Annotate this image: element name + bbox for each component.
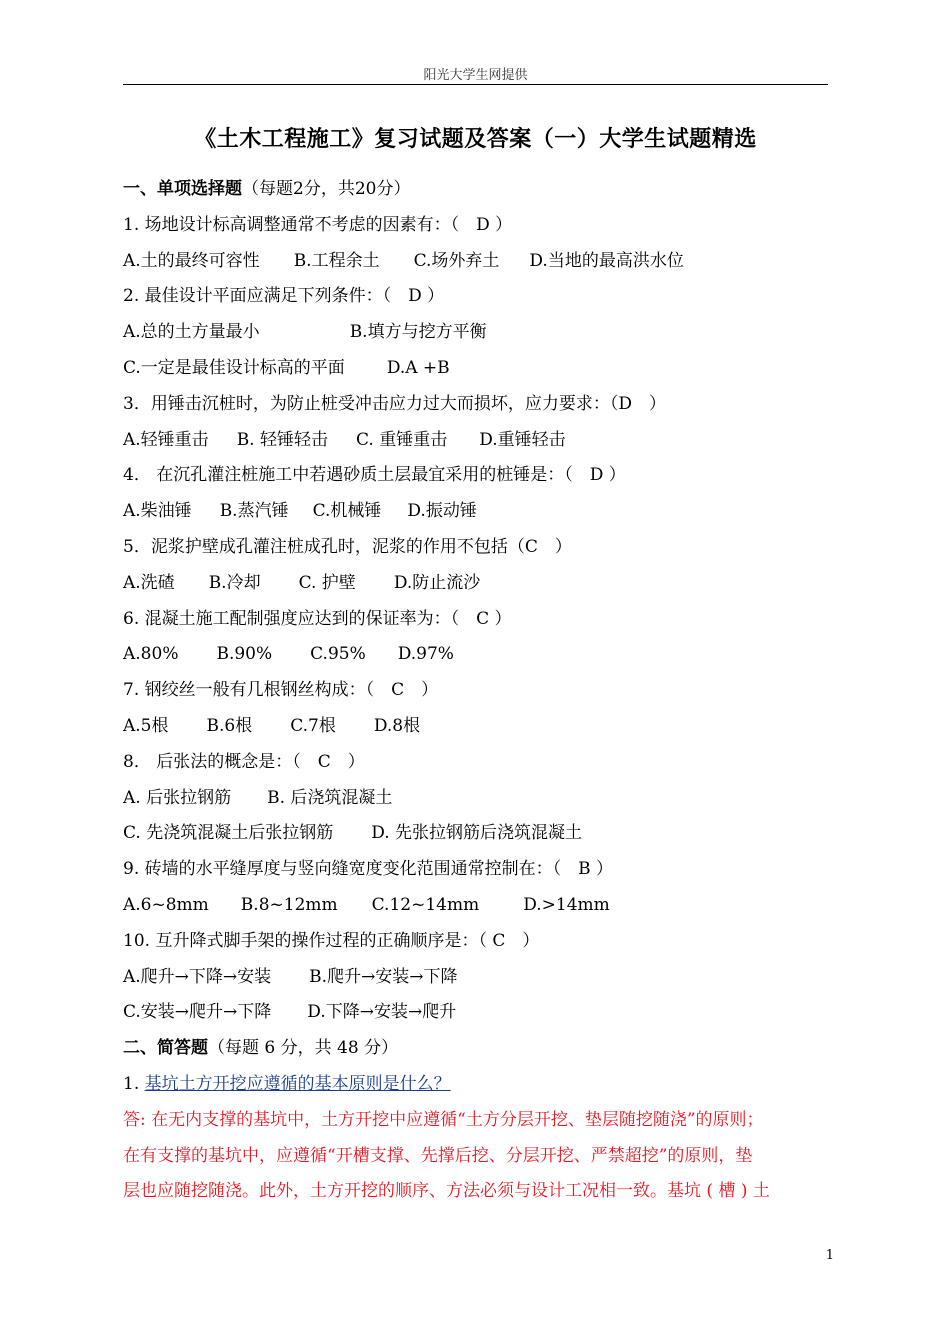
- question-link[interactable]: 基坑土方开挖应遵循的基本原则是什么？: [144, 1073, 451, 1094]
- option-row: [123, 315, 839, 351]
- option-item: D.下降→安装→爬升: [307, 1002, 457, 1023]
- answer-line: 答: 在无内支撑的基坑中，土方开挖中应遵循“土方分层开挖、垫层随挖随浇”的原则；: [123, 1109, 764, 1130]
- short-answer-question: [123, 1067, 839, 1103]
- option-item: B.6根: [206, 715, 253, 736]
- option-item: B.爬升→安装→下降: [309, 966, 458, 987]
- option-item: C.95%: [310, 644, 366, 665]
- question-list: [123, 208, 839, 1031]
- option-item: D.重锤轻击: [479, 429, 566, 450]
- option-item: A.80%: [123, 644, 179, 665]
- option-item: D.当地的最高洪水位: [529, 250, 684, 271]
- option-item: A.柴油锤: [123, 501, 192, 522]
- option-row: [123, 709, 839, 745]
- option-item: B.工程余土: [293, 250, 380, 271]
- option-item: D.97%: [397, 644, 454, 665]
- option-row: [123, 244, 839, 280]
- option-item: A.总的土方量最小: [123, 322, 260, 343]
- page-header: 阳光大学生网提供: [423, 68, 528, 83]
- section-note: （每题 6 分，共 48 分）: [208, 1038, 399, 1059]
- option-item: A.轻锤重击: [123, 429, 209, 450]
- option-item: C.7根: [290, 715, 336, 736]
- section-heading-choice: [123, 172, 839, 208]
- option-item: A.土的最终可容性: [123, 250, 260, 271]
- option-item: B.90%: [216, 644, 273, 665]
- option-item: A.6~8mm: [123, 894, 209, 915]
- question-text: 8． 后张法的概念是：（ C ）: [123, 751, 365, 772]
- option-item: D.防止流沙: [393, 572, 481, 593]
- page-number: 1: [825, 1248, 834, 1263]
- option-item: A.爬升→下降→安装: [123, 966, 272, 987]
- option-row: [123, 995, 839, 1031]
- option-item: B. 轻锤轻击: [236, 429, 328, 450]
- option-item: B.蒸汽锤: [219, 501, 289, 522]
- option-row: [123, 781, 839, 817]
- question-text: 5．泥浆护壁成孔灌注桩成孔时，泥浆的作用不包括（C ）: [123, 536, 572, 557]
- section-title: 二、简答题: [123, 1038, 208, 1059]
- question-text: 2. 最佳设计平面应满足下列条件：（ D ）: [123, 286, 445, 307]
- section-note: （每题2分，共20分）: [242, 179, 411, 199]
- option-item: C.安装→爬升→下降: [123, 1002, 272, 1023]
- option-row: [123, 888, 839, 924]
- document-body: [123, 172, 839, 1210]
- option-row: [123, 494, 839, 530]
- option-row: [123, 351, 839, 387]
- answer-line: 层也应随挖随浇。此外，土方开挖的顺序、方法必须与设计工况相一致。基坑 ( 槽 ) 土: [123, 1181, 770, 1202]
- option-item: B.冷却: [208, 572, 261, 593]
- option-item: C.一定是最佳设计标高的平面: [123, 357, 345, 378]
- option-item: D.>14mm: [523, 894, 610, 915]
- option-row: [123, 816, 839, 852]
- option-row: [123, 960, 839, 996]
- option-item: D.A +B: [386, 357, 450, 378]
- option-item: B.8~12mm: [240, 894, 338, 915]
- question-text: 6. 混凝土施工配制强度应达到的保证率为：（ C ）: [123, 608, 512, 629]
- option-row: [123, 423, 839, 459]
- option-item: B.填方与挖方平衡: [349, 322, 487, 343]
- option-item: C. 护壁: [298, 572, 356, 593]
- option-item: B. 后浇筑混凝土: [267, 787, 393, 808]
- header-divider: [123, 84, 828, 85]
- option-item: A. 后张拉钢筋: [123, 787, 232, 808]
- option-item: A.5根: [123, 715, 169, 736]
- question-text: 10. 互升降式脚手架的操作过程的正确顺序是：（ C ）: [123, 930, 540, 951]
- question-number: 1.: [123, 1073, 145, 1094]
- question-text: 7. 钢绞丝一般有几根钢丝构成：（ C ）: [123, 680, 439, 701]
- section-heading-short-answer: [123, 1031, 839, 1067]
- option-item: D.振动锤: [407, 501, 477, 522]
- option-item: C.机械锤: [312, 501, 382, 522]
- option-item: C.12~14mm: [371, 894, 480, 915]
- question-text: 3．用锤击沉桩时，为防止桩受冲击应力过大而损坏，应力要求：（D ）: [123, 393, 666, 414]
- option-row: [123, 637, 839, 673]
- option-item: C. 重锤重击: [356, 429, 448, 450]
- option-item: A.洗碴: [123, 572, 175, 593]
- question-text: 4． 在沉孔灌注桩施工中若遇砂质土层最宜采用的桩锤是：（ D ）: [123, 465, 626, 486]
- option-item: C. 先浇筑混凝土后张拉钢筋: [123, 823, 334, 844]
- option-item: D. 先张拉钢筋后浇筑混凝土: [371, 823, 583, 844]
- document-title: 《土木工程施工》复习试题及答案（一）大学生试题精选: [194, 126, 757, 152]
- option-item: C.场外弃土: [413, 250, 500, 271]
- answer-line: 在有支撑的基坑中，应遵循“开槽支撑、先撑后挖、分层开挖、严禁超挖”的原则，垫: [123, 1145, 753, 1166]
- option-row: [123, 566, 839, 602]
- answer-block: [123, 1103, 839, 1210]
- option-item: D.8根: [373, 715, 421, 736]
- question-text: 9. 砖墙的水平缝厚度与竖向缝宽度变化范围通常控制在：（ B ）: [123, 859, 614, 880]
- section-title: 一、单项选择题: [123, 179, 242, 199]
- question-text: 1. 场地设计标高调整通常不考虑的因素有：（ D ）: [123, 214, 513, 235]
